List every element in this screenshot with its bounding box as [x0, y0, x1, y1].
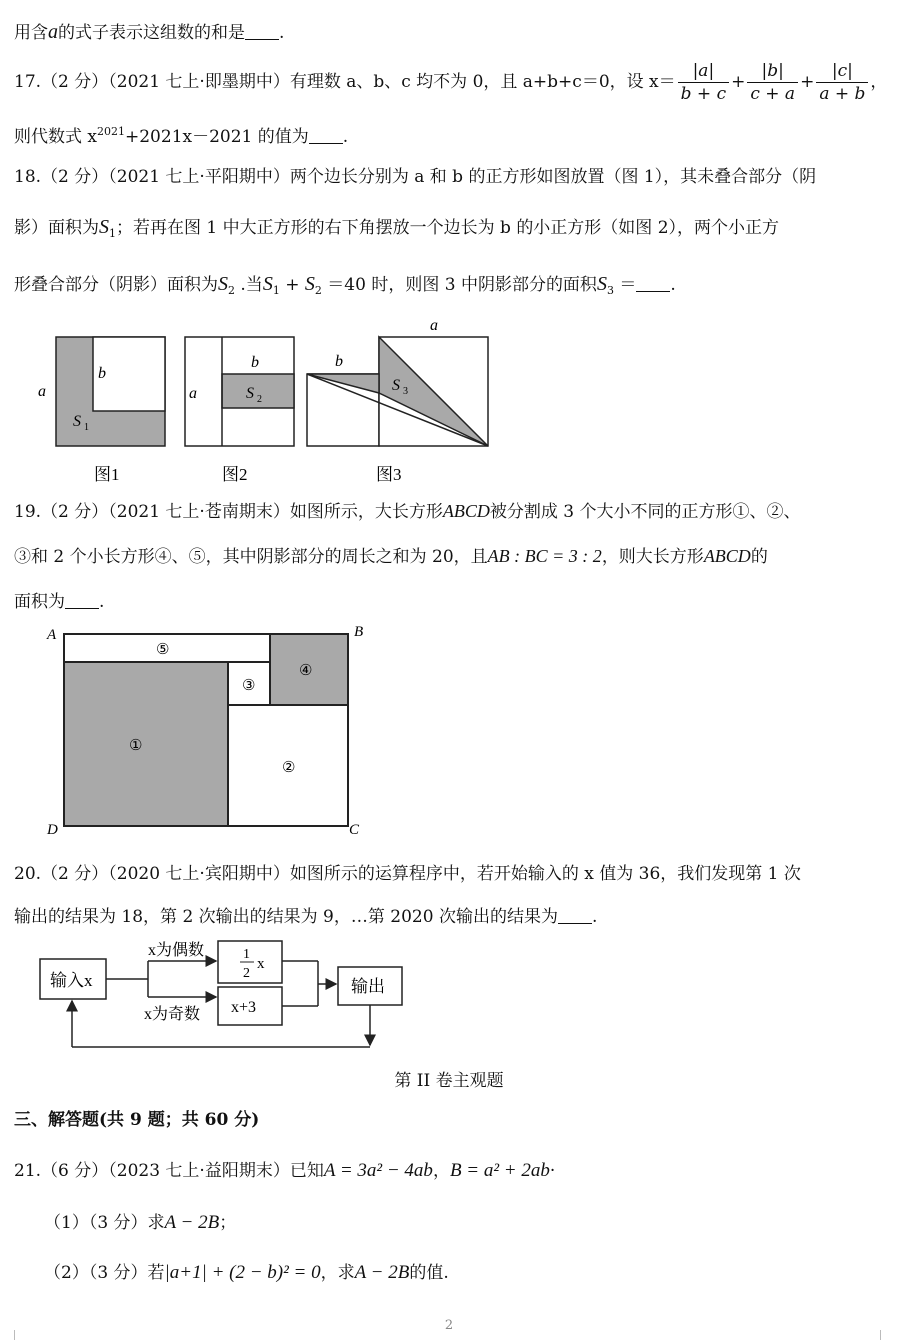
expr-a-minus-2b: A − 2B [354, 1262, 410, 1283]
condition-expr: |a+1| + (2 − b)² = 0 [164, 1262, 321, 1283]
q21-part-1 [44, 1211, 236, 1235]
label-s: S [73, 413, 81, 430]
q19-text: 19.（2 分）（2021 七上·苍南期末）如图所示，大长方形 [14, 502, 443, 522]
label-a: a [430, 317, 438, 334]
frame-tick-left [14, 1330, 15, 1340]
label-a: a [38, 383, 46, 400]
q21-head: 21.（6 分）（2023 七上·益阳期末）已知 [14, 1161, 324, 1181]
corner-d: D [47, 822, 58, 838]
subscript: 2 [228, 284, 235, 297]
q16-text-2: 的式子表示这组数的和是 [58, 23, 245, 43]
frame-tick-right [880, 1330, 881, 1340]
q18-text-5: ＝40 时，则图 3 中阴影部分的面积 [321, 275, 597, 295]
q19-line-3 [14, 590, 104, 614]
label-sub: 1 [84, 422, 89, 433]
q20-line-2 [14, 905, 597, 929]
q19-figure [0, 620, 400, 845]
subscript: 1 [272, 284, 280, 297]
region-4-label: ④ [299, 663, 313, 679]
q18-text: 影）面积为 [14, 218, 99, 238]
q19-text-4: ，则大长方形 [601, 547, 704, 567]
plus-sign: + [800, 72, 815, 92]
q17-text-2: +2021x－2021 的值为 [125, 127, 309, 147]
section-subtitle: 第 II 卷主观题 [394, 1071, 504, 1091]
region-5-label: ⑤ [156, 642, 170, 658]
figure-3 [307, 317, 488, 484]
q17-frac-2 [747, 60, 798, 105]
answer-blank [309, 127, 343, 144]
q21-p2-text: （2）（3 分）若 [44, 1263, 165, 1283]
label-b: b [251, 354, 259, 371]
figure-1 [38, 337, 165, 484]
q17-text: 则代数式 x [14, 127, 97, 147]
q21-part-2 [44, 1261, 449, 1285]
q21-p2-text-3: 的值. [409, 1263, 449, 1283]
abcd-label: ABCD [442, 501, 490, 521]
half-den: 2 [243, 966, 250, 981]
subscript: 1 [109, 227, 116, 240]
label-sub: 2 [257, 394, 262, 405]
corner-c: C [349, 822, 360, 838]
q19-text-3: ③和 2 个小长方形④、⑤，其中阴影部分的周长之和为 20，且 [14, 547, 488, 567]
semicolon: ； [219, 1213, 237, 1233]
label-a: a [189, 385, 197, 402]
s-symbol: S [262, 273, 273, 295]
q19-end: . [99, 592, 105, 612]
region-2-label: ② [282, 760, 296, 776]
corner-a: A [47, 627, 57, 643]
frac-den: c + a [750, 84, 796, 104]
input-label: 输入x [50, 971, 93, 990]
ratio-expr: AB : BC = 3 : 2 [487, 546, 602, 566]
label-sub: 3 [403, 386, 408, 397]
label-b: b [98, 365, 106, 382]
q19-text-5: 的 [750, 547, 768, 567]
half-x: x [257, 956, 265, 972]
caption-fig1: 图1 [94, 465, 120, 484]
label-s: S [246, 385, 254, 402]
caption-fig2: 图2 [222, 465, 248, 484]
equals: ＝ [613, 275, 637, 295]
q20-flowchart [0, 935, 420, 1055]
q18-text-4: .当 [235, 275, 263, 295]
s-symbol: S [596, 273, 607, 295]
q17-head: 17.（2 分）（2021 七上·即墨期中）有理数 a、b、c 均不为 0，且 a+b+c＝0，设 x＝ [14, 72, 676, 92]
q17-line-2 [14, 120, 348, 149]
frac-num: |b| [747, 60, 798, 83]
q17-frac-3 [816, 60, 868, 105]
subscript: 2 [314, 284, 322, 297]
q18-text-2: ；若再在图 1 中大正方形的右下角摆放一个边长为 b 的小正方形（如图 2），两个小正方 [116, 218, 780, 238]
plus3-label: x+3 [231, 999, 257, 1016]
s-symbol: S [218, 273, 228, 295]
answer-blank [245, 23, 279, 40]
q17-end: . [342, 127, 349, 147]
dot: · [549, 1161, 556, 1181]
q18-figures [0, 312, 520, 492]
section-header: 三、解答题(共 9 题；共 60 分) [14, 1110, 260, 1130]
q19-line-2 [14, 544, 768, 569]
q16-var: a [48, 21, 58, 43]
q20-end: . [591, 907, 598, 927]
s-symbol: S [99, 216, 109, 238]
q17-line-1 [14, 58, 887, 106]
caption-fig3: 图3 [376, 465, 402, 484]
expr-a-minus-2b: A − 2B [164, 1212, 220, 1233]
frac-den: a + b [819, 84, 866, 104]
frac-num: |c| [816, 60, 868, 83]
figure-2 [185, 337, 294, 484]
q19-line-1 [14, 499, 800, 524]
expr-a: A = 3a² − 4ab [323, 1160, 433, 1181]
q21-p2-text-2: ，求 [320, 1263, 355, 1283]
abcd-label: ABCD [703, 546, 751, 566]
plus-sign: + [731, 72, 746, 92]
q18-line-1: 18.（2 分）（2021 七上·平阳期中）两个边长分别为 a 和 b 的正方形如图放置（图 1），其未叠合部分（阴 [14, 167, 817, 187]
q20-text: 输出的结果为 18，第 2 次输出的结果为 9，…第 2020 次输出的结果为 [14, 907, 558, 927]
q19-text-6: 面积为 [14, 592, 65, 612]
q18-end: . [670, 275, 676, 295]
q20-line-1: 20.（2 分）（2020 七上·宾阳期中）如图所示的运算程序中，若开始输入的 x 值为 36，我们发现第 1 次 [14, 864, 801, 884]
label-b: b [335, 353, 343, 370]
region-1-label: ① [129, 738, 143, 754]
output-label: 输出 [351, 977, 385, 996]
q18-line-2 [14, 215, 779, 246]
answer-blank [636, 275, 670, 292]
q17-frac-1 [678, 60, 729, 105]
q21-p1-text: （1）（3 分）求 [44, 1213, 165, 1233]
answer-blank [558, 907, 592, 924]
comma: ， [870, 72, 888, 92]
answer-blank [65, 592, 99, 609]
page-number: 2 [444, 1318, 454, 1333]
q18-text-3: 形叠合部分（阴影）面积为 [14, 275, 218, 295]
comma: ， [432, 1161, 450, 1181]
label-s: S [392, 377, 400, 394]
even-label: x为偶数 [148, 942, 205, 959]
odd-label: x为奇数 [144, 1006, 201, 1023]
corner-b: B [354, 624, 364, 640]
half-num: 1 [243, 947, 250, 962]
exponent: 2021 [97, 125, 125, 138]
region-3-label: ③ [242, 678, 256, 694]
q19-text-2: 被分割成 3 个大小不同的正方形①、②、 [489, 502, 801, 522]
q16-text: 用含 [14, 23, 48, 43]
frac-num: |a| [678, 60, 729, 83]
q21-line-1 [14, 1159, 555, 1183]
q16-end: . [279, 23, 285, 43]
q16-tail-line [14, 20, 284, 45]
q18-line-3 [14, 272, 676, 303]
s-symbol: S [304, 273, 315, 295]
subscript: 3 [606, 284, 614, 297]
expr-b: B = a² + 2ab [449, 1160, 550, 1181]
frac-den: b + c [680, 84, 727, 104]
plus-sign: + [279, 275, 305, 295]
square-1 [64, 662, 228, 826]
